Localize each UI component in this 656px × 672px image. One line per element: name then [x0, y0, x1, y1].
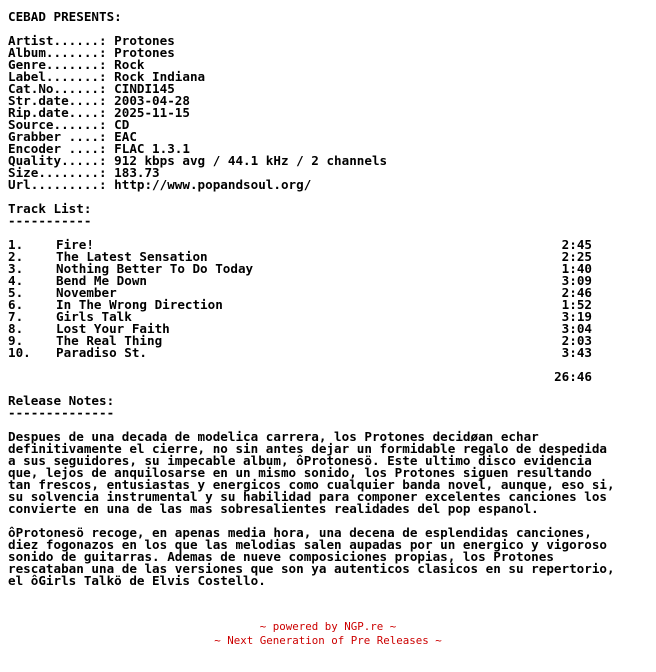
info-album: Album.......: Protones	[8, 45, 175, 60]
track-duration: 3:09	[561, 273, 592, 288]
track-title: In The Wrong Direction	[56, 297, 223, 312]
track-number: 10.	[8, 345, 31, 360]
info-url: Url.........: http://www.popandsoul.org/	[8, 177, 312, 192]
track-duration: 3:19	[561, 309, 592, 324]
track-title: November	[56, 285, 117, 300]
track-number: 4.	[8, 273, 24, 288]
release-notes-underline: --------------	[8, 405, 115, 420]
track-number: 8.	[8, 321, 24, 336]
info-artist: Artist......: Protones	[8, 33, 175, 48]
track-number: 5.	[8, 285, 24, 300]
release-notes-title: Release Notes:	[8, 393, 115, 408]
track-title: Girls Talk	[56, 309, 132, 324]
track-title: Nothing Better To Do Today	[56, 261, 254, 276]
track-title: The Real Thing	[56, 333, 163, 348]
track-number: 2.	[8, 249, 24, 264]
info-genre: Genre.......: Rock	[8, 57, 145, 72]
tracklist-title: Track List:	[8, 201, 92, 216]
track-duration: 2:45	[561, 237, 592, 252]
release-notes	[8, 431, 615, 587]
info-size: Size........: 183.73	[8, 165, 160, 180]
track-list	[8, 239, 592, 359]
info-catno: Cat.No......: CINDI145	[8, 81, 175, 96]
footer-powered-by: ~ powered by NGP.re ~	[259, 620, 397, 633]
presents-title: CEBAD PRESENTS:	[8, 9, 122, 24]
track-duration: 3:04	[561, 321, 592, 336]
info-street-date: Str.date....: 2003-04-28	[8, 93, 190, 108]
notes-paragraph-2: ôProtonesö recoge, en apenas media hora, una decena de esplendidas canciones, diez fogonazos en los que las melodias salen aupadas por un energico y vigoroso sonido de guitarras. Ademas de nueve composiciones propias, los Protones rescataban una de las versiones que son ya autenticos clasicos en su repertorio, el ôGirls Talkö de Elvis Costello.	[8, 525, 615, 588]
track-duration: 2:46	[561, 285, 592, 300]
footer-tagline: ~ Next Generation of Pre Releases ~	[214, 634, 442, 647]
track-title: Fire!	[56, 237, 94, 252]
track-duration: 1:52	[561, 297, 592, 312]
track-duration: 2:03	[561, 333, 592, 348]
track-duration: 2:25	[561, 249, 592, 264]
notes-paragraph-1: Despues de una decada de modelica carrera, los Protones decidøan echar definitivamente el cierre, no sin antes dejar un formidable regalo de despedida a sus seguidores, su impecable album, ôProtonesö. Este ultimo disco evidencia que, lejos de anquilosarse en un mismo sonido, los Protones siguen resultando tan frescos, entusiastas y energicos como cualquier banda novel, aunque, eso si, su solvencia instrumental y su habilidad para componer excelentes canciones los convierte en una de las mas sobresalientes realidades del pop espanol.	[8, 429, 615, 516]
track-title: Bend Me Down	[56, 273, 147, 288]
track-number: 1.	[8, 237, 24, 252]
track-title: Paradiso St.	[56, 345, 147, 360]
tracklist-heading	[8, 203, 91, 227]
info-encoder: Encoder ....: FLAC 1.3.1	[8, 141, 190, 156]
info-grabber: Grabber ....: EAC	[8, 129, 137, 144]
track-row	[8, 347, 592, 359]
header	[8, 11, 122, 23]
track-duration: 3:43	[561, 345, 592, 360]
release-info	[8, 35, 387, 191]
track-title: Lost Your Faith	[56, 321, 170, 336]
track-title: The Latest Sensation	[56, 249, 208, 264]
info-source: Source......: CD	[8, 117, 130, 132]
tracklist-underline: -----------	[8, 213, 92, 228]
info-rip-date: Rip.date....: 2025-11-15	[8, 105, 190, 120]
release-notes-heading	[8, 395, 114, 419]
track-number: 7.	[8, 309, 24, 324]
track-number: 6.	[8, 297, 24, 312]
track-number: 9.	[8, 333, 24, 348]
track-duration: 1:40	[561, 261, 592, 276]
footer	[0, 620, 656, 648]
track-number: 3.	[8, 261, 24, 276]
info-quality: Quality.....: 912 kbps avg / 44.1 kHz / 2 channels	[8, 153, 388, 168]
total-duration: 26:46	[554, 369, 592, 384]
info-label: Label.......: Rock Indiana	[8, 69, 206, 84]
